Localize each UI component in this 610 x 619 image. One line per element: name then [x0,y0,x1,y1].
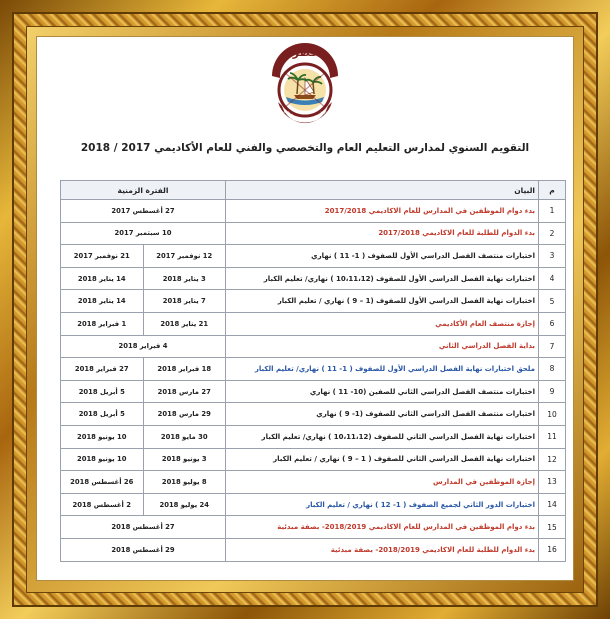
row-start-date: 12 نوفمبر 2017 [143,245,226,268]
row-end-date: 10 يونيو 2018 [61,425,144,448]
table-row [61,222,566,245]
row-end-date: 14 يناير 2018 [61,267,144,290]
row-end-date: 5 أبريل 2018 [61,403,144,426]
row-number: 4 [539,267,566,290]
table-header-row [61,181,566,200]
row-number: 1 [539,200,566,223]
row-date: 4 فبراير 2018 [61,335,226,358]
calendar-table [60,180,566,562]
table-row [61,267,566,290]
row-description: اختبارات منتصف الفصل الدراسي الأول للصفوف ( 1- 11 ) نهاري [226,245,539,268]
row-number: 6 [539,312,566,335]
row-start-date: 3 يناير 2018 [143,267,226,290]
row-number: 10 [539,403,566,426]
row-number: 13 [539,471,566,494]
page-title: التقويم السنوي لمدارس التعليم العام والتخصصي والفني للعام الأكاديمي 2017 / 2018 [80,142,530,154]
row-end-date: 5 أبريل 2018 [61,380,144,403]
row-number: 9 [539,380,566,403]
row-start-date: 3 يونيو 2018 [143,448,226,471]
row-number: 5 [539,290,566,313]
row-end-date: 10 يونيو 2018 [61,448,144,471]
row-number: 2 [539,222,566,245]
row-date: 27 أغسطس 2018 [61,516,226,539]
row-end-date: 14 يناير 2018 [61,290,144,313]
row-date: 29 أغسطس 2018 [61,538,226,561]
row-number: 15 [539,516,566,539]
ministry-logo [264,42,346,126]
row-start-date: 7 يناير 2018 [143,290,226,313]
row-end-date: 2 أغسطس 2018 [61,493,144,516]
row-number: 8 [539,358,566,381]
table-row [61,516,566,539]
table-row [61,538,566,561]
row-description: اختبارات نهاية الفصل الدراسي الثاني للصفوف ( 1 – 9 ) نهاري / تعليم الكبار [226,448,539,471]
table-row [61,312,566,335]
row-date: 10 سبتمبر 2017 [61,222,226,245]
row-start-date: 21 يناير 2018 [143,312,226,335]
row-end-date: 1 فبراير 2018 [61,312,144,335]
row-description: اختبارات الدور الثاني لجميع الصفوف ( 1- 12 ) نهاري / تعليم الكبار [226,493,539,516]
logo-wordmark: قطر [292,46,318,59]
row-number: 14 [539,493,566,516]
header-num: م [539,181,566,200]
row-end-date: 26 أغسطس 2018 [61,471,144,494]
row-description: ملحق اختبارات نهاية الفصل الدراسي الأول للصفوف ( 1- 11 ) نهاري/ تعليم الكبار [226,358,539,381]
logo-ministry-text: وزارة التعليم والتعليم العالي [283,107,327,122]
row-number: 3 [539,245,566,268]
row-end-date: 27 فبراير 2018 [61,358,144,381]
table-row [61,290,566,313]
row-description: اختبارات نهاية الفصل الدراسي الأول للصفوف (1 – 9 ) نهاري / تعليم الكبار [226,290,539,313]
row-start-date: 29 مارس 2018 [143,403,226,426]
header-period: الفترة الزمنية [61,181,226,200]
row-description: بداية الفصل الدراسي الثاني [226,335,539,358]
row-description: إجازة الموظفين في المدارس [226,471,539,494]
table-row [61,403,566,426]
table-row [61,448,566,471]
row-start-date: 8 يوليو 2018 [143,471,226,494]
row-number: 12 [539,448,566,471]
row-description: بدء الدوام للطلبة للعام الاكاديمي 2017/2018 [226,222,539,245]
row-description: اختبارات نهاية الفصل الدراسي الثاني للصفوف (10،11،12 ) نهاري/ تعليم الكبار [226,425,539,448]
calendar-document [36,36,574,581]
table-row [61,380,566,403]
row-description: اختبارات منتصف الفصل الدراسي الثاني للصفوف (1- 9 ) نهاري [226,403,539,426]
row-description: اختبارات نهاية الفصل الدراسي الأول للصفوف (10،11،12 ) نهاري/ تعليم الكبار [226,267,539,290]
row-date: 27 أغسطس 2017 [61,200,226,223]
table-row [61,200,566,223]
row-description: بدء دوام الموظفين في المدارس للعام الاكاديمي 2018/2019- بصفة مبدئية [226,516,539,539]
row-start-date: 24 يوليو 2018 [143,493,226,516]
table-row [61,245,566,268]
row-description: بدء الدوام للطلبة للعام الاكاديمي 2018/2019- بصفة مبدئية [226,538,539,561]
table-row [61,493,566,516]
row-number: 7 [539,335,566,358]
row-description: اختبارات منتصف الفصل الدراسي الثاني للصفين (10- 11 ) نهاري [226,380,539,403]
header-description: البيان [226,181,539,200]
row-description: إجازة منتصف العام الأكاديمي [226,312,539,335]
table-row [61,358,566,381]
table-row [61,425,566,448]
row-number: 11 [539,425,566,448]
row-start-date: 27 مارس 2018 [143,380,226,403]
row-start-date: 18 فبراير 2018 [143,358,226,381]
table-row [61,335,566,358]
row-description: بدء دوام الموظفين في المدارس للعام الاكاديمي 2017/2018 [226,200,539,223]
table-row [61,471,566,494]
row-start-date: 30 مايو 2018 [143,425,226,448]
row-end-date: 21 نوفمبر 2017 [61,245,144,268]
row-number: 16 [539,538,566,561]
